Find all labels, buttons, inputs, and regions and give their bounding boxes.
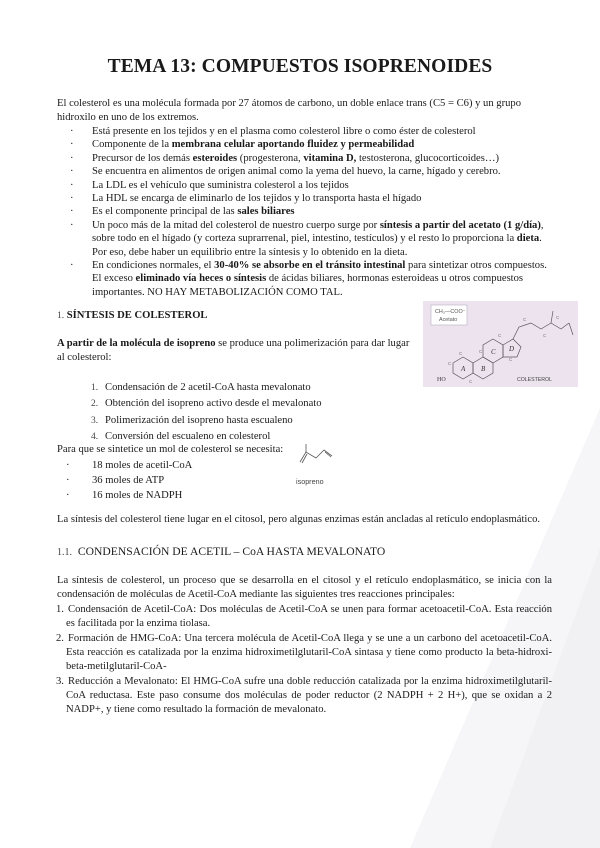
list-item: 3. Reducción a Mevalonato: El HMG-CoA sufre una doble reducción catalizada por la enzima hidroximetilglutaril-CoA reductasa. Este paso consume dos moléculas de poder reductor (2 NADPH + 2 H+), que se oxidan a 2 NADP+, y tiene como resultado la formación de mevalonato. bbox=[56, 676, 552, 715]
svg-text:C: C bbox=[448, 361, 452, 366]
section-heading-1: 1. SÍNTESIS DE COLESTEROL bbox=[57, 310, 208, 321]
section-heading-1-1: 1.1. CONDENSACIÓN DE ACETIL – CoA HASTA MEVALONATO bbox=[57, 545, 386, 558]
ring-a-label: A bbox=[461, 365, 466, 373]
svg-text:C: C bbox=[523, 317, 527, 322]
list-item: 2. Obtención del isopreno activo desde el mevalonato bbox=[91, 398, 322, 410]
svg-text:C: C bbox=[469, 379, 473, 384]
list-item: · Un poco más de la mitad del colesterol de nuestro cuerpo surge por síntesis a partir del acetato (1 g/día), sobre todo en el hígado (y corteza suprarrenal, piel, intestino, testículos) y el resto lo proporciona la dieta. Por eso, debe haber un equilibrio entre la síntesis y lo obtenido en la dieta. bbox=[64, 219, 554, 259]
hydroxyl-label: HO bbox=[437, 377, 446, 383]
svg-text:C: C bbox=[543, 333, 547, 338]
isoprene-label: isopreno bbox=[296, 477, 324, 486]
svg-text:C: C bbox=[556, 315, 560, 320]
cytosol-paragraph: La síntesis del colesterol tiene lugar en el citosol, pero algunas enzimas están ancladas al retículo endoplasmático. bbox=[57, 514, 541, 525]
cholesterol-label: COLESTEROL bbox=[517, 377, 552, 383]
list-item: 4. Conversión del escualeno en colesterol bbox=[91, 431, 271, 443]
list-item: · Es el componente principal de las sales biliares bbox=[64, 205, 554, 218]
isoprene-structure bbox=[292, 440, 342, 488]
svg-text:C: C bbox=[479, 349, 483, 354]
list-item: 3. Polimerización del isopreno hasta escualeno bbox=[91, 414, 293, 426]
list-item: 1. Condensación de 2 acetil-CoA hasta mevalonato bbox=[91, 382, 311, 393]
list-item: · 18 moles de acetil-CoA bbox=[62, 458, 192, 473]
synthesis-steps-list bbox=[91, 380, 322, 446]
list-item: · 16 moles de NADPH bbox=[62, 488, 192, 503]
isoprene-paragraph: A partir de la molécula de isopreno se produce una polimerización para dar lugar al colesterol: bbox=[57, 338, 410, 363]
isoprene-figure bbox=[292, 440, 342, 488]
svg-text:C: C bbox=[459, 351, 463, 356]
acetate-formula: CH₃—COO⁻ bbox=[435, 309, 466, 315]
requirements-list bbox=[62, 458, 192, 504]
ring-d-label: D bbox=[509, 345, 515, 353]
requirements-intro: Para que se sintetice un mol de colesterol se necesita: bbox=[57, 444, 284, 455]
page-title: TEMA 13: COMPUESTOS ISOPRENOIDES bbox=[107, 56, 493, 77]
list-item: · Componente de la membrana celular aportando fluidez y permeabilidad bbox=[64, 138, 554, 151]
reactions-list bbox=[57, 603, 552, 718]
facts-list bbox=[64, 125, 554, 299]
list-item: 2. Formación de HMG-CoA: Una tercera molécula de Acetil-CoA llega y se une a un carbono del acetoacetil-CoA. Esta reacción es catalizada por la enzima hidroximetilglutaril-CoA sintasa y tiene como producto la beta-hidroxi-beta-metilglutaril-CoA- bbox=[56, 633, 552, 672]
list-item: · La LDL es el vehículo que suministra colesterol a los tejidos bbox=[64, 179, 554, 192]
list-item: 1. Condensación de Acetil-CoA: Dos moléculas de Acetil-CoA se unen para formar acetoacetil-CoA. Esta reacción es facilitada por la enzima tiolasa. bbox=[56, 604, 552, 629]
svg-text:C: C bbox=[509, 357, 513, 362]
ring-b-label: B bbox=[481, 365, 486, 373]
list-item: · Precursor de los demás esteroides (progesterona, vitamina D, testosterona, glucocorticoides…) bbox=[64, 152, 554, 165]
cholesterol-structure-figure bbox=[423, 301, 578, 387]
intro-paragraph: El colesterol es una molécula formada por 27 átomos de carbono, un doble enlace trans (C5 = C6) y un grupo hidroxilo en uno de los extremos. bbox=[57, 98, 522, 123]
list-item: · Se encuentra en alimentos de origen animal como la yema del huevo, la carne, hígado y cerebro. bbox=[64, 165, 554, 178]
list-item: · 36 moles de ATP bbox=[62, 473, 192, 488]
list-item: · Está presente en los tejidos y en el plasma como colesterol libre o como éster de colesterol bbox=[64, 125, 554, 138]
list-item: · En condiciones normales, el 30-40% se absorbe en el tránsito intestinal para sintetizar otros compuestos. El exceso eliminado vía heces o síntesis de ácidas biliares, hormonas esteroideas u otros compuestos importantes. NO HAY METABOLIZACIÓN COMO TAL. bbox=[64, 259, 554, 299]
condensation-intro: La síntesis de colesterol, un proceso que se desarrolla en el citosol y el retículo endoplasmático, se inicia con la condensación de moléculas de Acetil-CoA mediante las siguientes tres reacciones principales: bbox=[57, 575, 552, 600]
acetate-label: Acetato bbox=[439, 317, 458, 323]
svg-text:C: C bbox=[498, 333, 502, 338]
ring-c-label: C bbox=[491, 348, 496, 356]
cholesterol-diagram bbox=[423, 301, 578, 387]
list-item: · La HDL se encarga de eliminarlo de los tejidos y lo transporta hasta el hígado bbox=[64, 192, 554, 205]
